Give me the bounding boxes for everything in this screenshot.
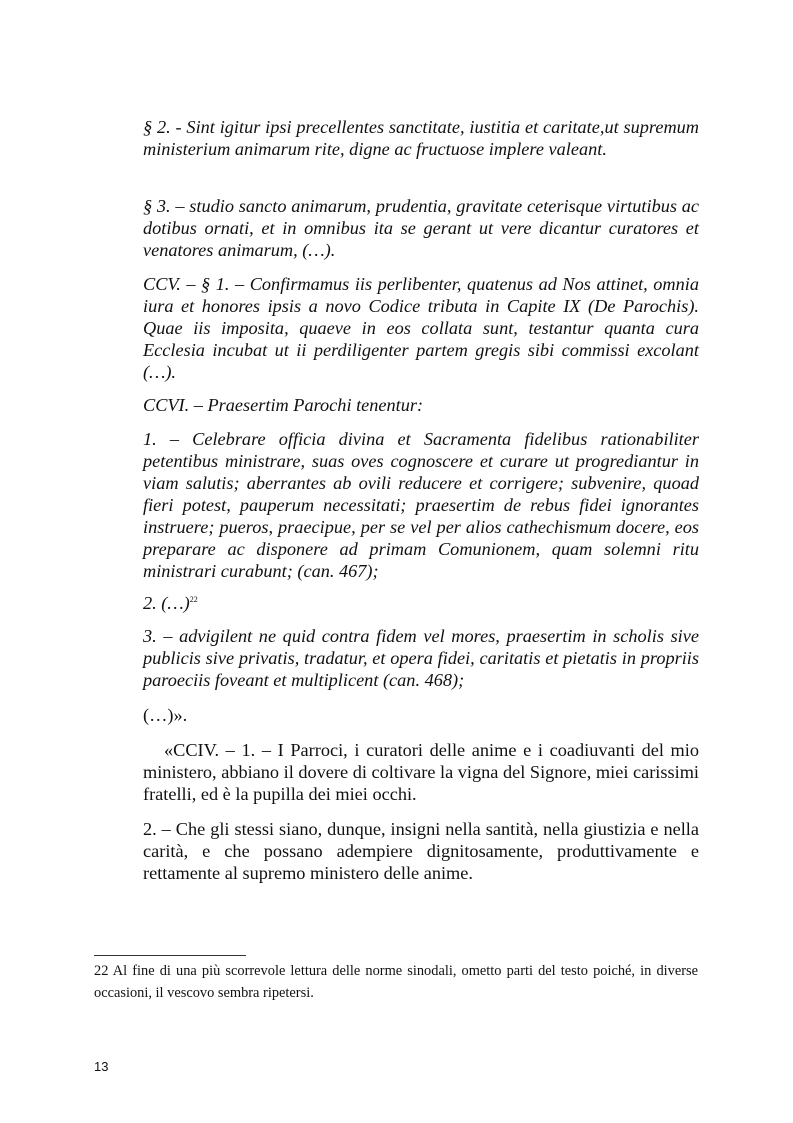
paragraph-closing-quote: (…)».: [143, 705, 188, 725]
paragraph-ccvi-item-3: 3. – advigilent ne quid contra fidem vel mores, praesertim in scholis sive publicis sive privatis, tradatur, et opera fidei, caritatis et pietatis in propriis paroeciis foveant et multiplicent (can. 468);: [143, 626, 699, 690]
footnote-separator: [94, 955, 246, 956]
footnote-text: Al fine di una più scorrevole lettura delle norme sinodali, ometto parti del testo poiché, in diverse occasioni, il vescovo sembra ripetersi.: [94, 963, 698, 1001]
footnote-reference[interactable]: 22: [189, 594, 198, 604]
paragraph-ccv: CCV. – § 1. – Confirmamus iis perlibenter, quatenus ad Nos attinet, omnia iura et honores ipsis a novo Codice tributa in Capite IX (De Parochis). Quae iis imposita, quaeve in eos collata sunt, testantur quanta cura Ecclesia incubat ut ii perdiligenter partem gregis sibi commissi excolant (…).: [143, 274, 699, 382]
item-2-text: 2. (…): [143, 593, 190, 613]
paragraph-ccvi-item-1: 1. – Celebrare officia divina et Sacramenta fidelibus rationabiliter petentibus ministrare, suas oves cognoscere et curare ut progrediantur in viam salutis; aberrantes ab ovili reducere et corrigere; subvenire, quoad fieri potest, pauperum necessitati; praesertim de rebus fidei ignorantes instruere; pueros, praecipue, per se vel per alios cathechismum docere, eos preparare ac disponere ad primam Comunionem, quam solemni ritu ministrari curabunt; (can. 467);: [143, 429, 699, 581]
paragraph-section-3: § 3. – studio sancto animarum, prudentia, gravitate ceterisque virtutibus ac dotibus ornati, et in omnibus ita se gerant ut vere dicantur curatores et venatores animarum, (…).: [143, 196, 699, 260]
paragraph-translation-ccIV-1: «CCIV. – 1. – I Parroci, i curatori delle anime e i coadiuvanti del mio ministero, abbiano il dovere di coltivare la vigna del Signore, miei carissimi fratelli, ed è la pupilla dei miei occhi.: [143, 740, 699, 804]
footnote-number: 22: [94, 963, 109, 979]
page-number: 13: [94, 1059, 109, 1074]
paragraph-section-2: § 2. - Sint igitur ipsi precellentes sanctitate, iustitia et caritate,ut supremum ministerium animarum rite, digne ac fructuose implere valeant.: [143, 117, 699, 159]
footnote: [94, 960, 698, 1004]
paragraph-ccvi-heading: CCVI. – Praesertim Parochi tenentur:: [143, 395, 424, 415]
paragraph-translation-2: 2. – Che gli stessi siano, dunque, insigni nella santità, nella giustizia e nella carità, e che possano adempiere dignitosamente, produttivamente e rettamente al supremo ministero delle anime.: [143, 819, 699, 883]
paragraph-ccvi-item-2: [143, 592, 699, 614]
